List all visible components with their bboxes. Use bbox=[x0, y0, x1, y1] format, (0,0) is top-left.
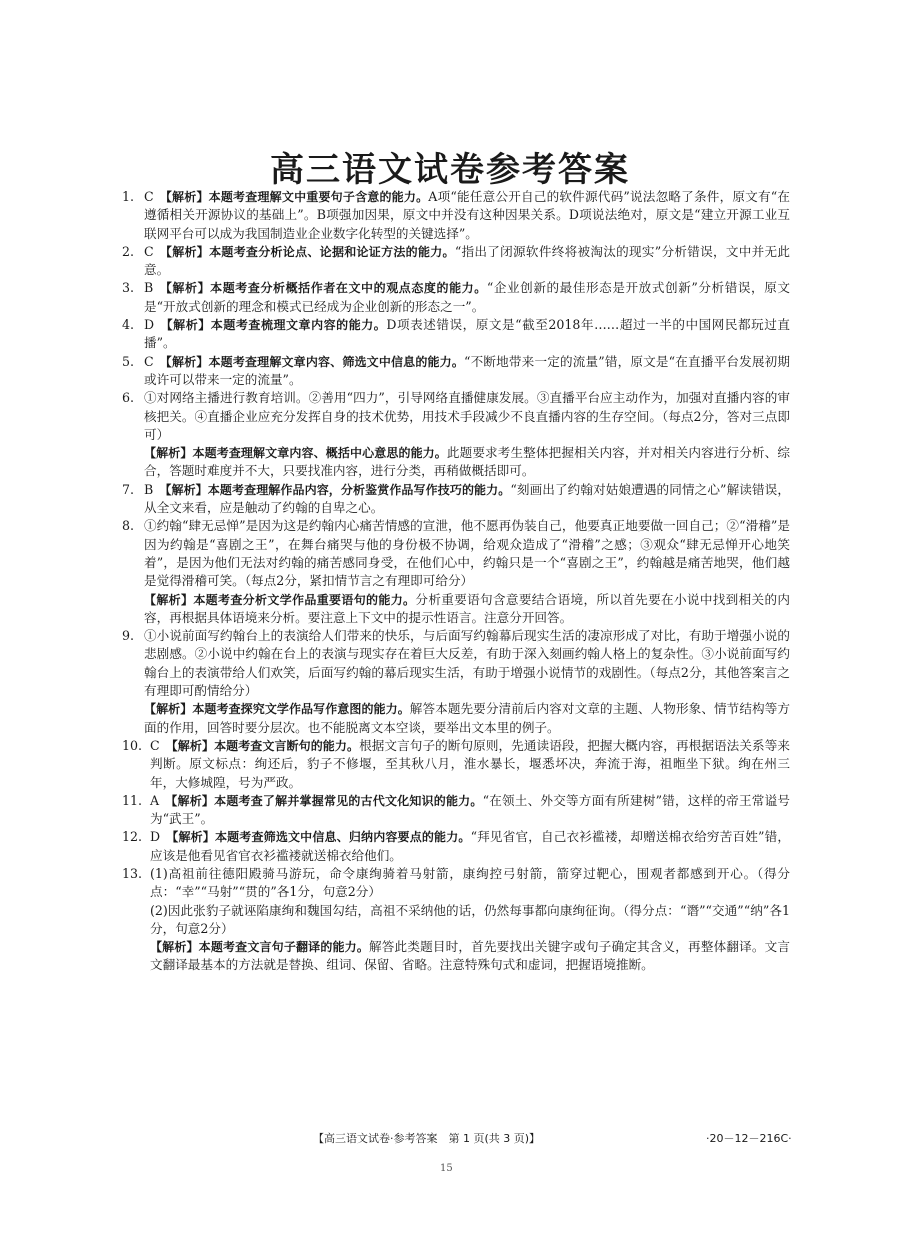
answer-body: ①小说前面写约翰台上的表演给人们带来的快乐，与后面写约翰幕后现实生活的凄凉形成了对比，有助于增强小说的悲剧感。②小说中约翰在台上的表演与现实存在着巨大反差，有助于深入刻画约翰人格上的复杂性。③小说前面写约翰台上的表演带给人们欢笑，后面写约翰的幕后现实生活，有助于增强小说情节的戏剧性。（每点2分，其他答案言之有理即可酌情给分） bbox=[144, 628, 790, 699]
answer-item-12 bbox=[122, 828, 790, 865]
analysis-tag: 【解析】 bbox=[144, 702, 193, 717]
answer-body: ①对网络主播进行教育培训。②善用“四力”，引导网络直播健康发展。③直播平台应主动作为，加强对直播内容的审核把关。④直播企业应充分发挥自身的技术优势，用技术手段减少不良直播内容的生存空间。（每点2分，答对三点即可） bbox=[144, 390, 790, 442]
analysis-text: “在领土、外交等方面有所建树”错，这样的帝王常谥号为“武王”。 bbox=[150, 792, 790, 827]
footer-exam-code: ·20－12－216C· bbox=[706, 1132, 792, 1145]
analysis-text: “企业创新的最佳形态是开放式创新”分析错误，原文是“开放式创新的理念和模式已经成为企业创新的形态之一”。 bbox=[144, 280, 790, 314]
analysis-tag: 【解析】 bbox=[159, 281, 211, 296]
answer-item-7 bbox=[122, 481, 790, 518]
analysis-text: 解答本题先要分清前后内容对文章的主题、人物形象、情节结构等方面的作用，回答时要分层次。也不能脱离文本空谈，要举出文本里的例子。 bbox=[144, 701, 790, 735]
item-number: 7. bbox=[122, 481, 135, 497]
analysis-tag: 【解析】 bbox=[160, 318, 211, 333]
analysis-text: “拜见省官，自己衣衫褴褛，却赠送棉衣给穷苦百姓”错，应该是他看见省官衣衫褴褛就送棉衣给他们。 bbox=[150, 829, 790, 863]
analysis-focus: 本题考查分析论点、论据和论证方法的能力。 bbox=[209, 244, 455, 259]
item-number: 5. bbox=[122, 353, 135, 369]
bottom-page-mark: 15 bbox=[440, 1163, 453, 1174]
analysis-focus: 本题考查文言断句的能力。 bbox=[214, 738, 360, 753]
answer-letter: C bbox=[150, 737, 160, 753]
analysis-focus: 本题考查筛选文中信息、归纳内容要点的能力。 bbox=[214, 830, 471, 845]
answer-item-5 bbox=[122, 353, 790, 390]
item-number: 2. bbox=[122, 243, 135, 259]
analysis-focus: 本题考查理解作品内容，分析鉴赏作品写作技巧的能力。 bbox=[207, 482, 511, 497]
page-title: 高三语文试卷参考答案 bbox=[270, 150, 630, 190]
answer-letter: C bbox=[144, 353, 154, 369]
answer-letter: B bbox=[144, 481, 154, 497]
analysis-text: 解答此类题目时，首先要找出关键字或句子确定其含义，再整体翻译。文言文翻译最基本的方法就是替换、组词、保留、省略。注意特殊句式和虚词，把握语境推断。 bbox=[150, 939, 790, 973]
analysis-focus: 本题考查了解并掌握常见的古代文化知识的能力。 bbox=[214, 793, 483, 808]
item-number: 11. bbox=[122, 792, 143, 808]
answer-list bbox=[122, 188, 790, 975]
item-number: 12. bbox=[122, 829, 143, 845]
answer-letter: D bbox=[150, 829, 161, 845]
analysis-focus: 本题考查理解文章内容、概括中心意思的能力。 bbox=[192, 446, 447, 461]
translation-part-2: (2)因此张豹子就诬陷康绚和魏国勾结，高祖不采纳他的话，仍然每事都向康绚征询。（得分点：“谮”“交通”“纳”各1分，句意2分） bbox=[150, 902, 790, 936]
analysis-text: “刻画出了约翰对姑娘遭遇的同情之心”解读错误，从全文来看，应是触动了约翰的自卑之心。 bbox=[144, 481, 790, 516]
translation-part-1: (1)高祖前往德阳殿骑马游玩，命令康绚骑着马射箭，康绚控弓射箭，箭穿过靶心，围观者都感到开心。（得分点：“幸”“马射”“贯的”各1分，句意2分） bbox=[150, 865, 790, 900]
answer-item-1 bbox=[122, 188, 790, 243]
answer-item-13 bbox=[122, 865, 790, 975]
answer-letter: D bbox=[144, 317, 155, 333]
analysis-text: “指出了闭源软件终将被淘汰的现实”分析错误，文中并无此意。 bbox=[144, 243, 790, 278]
analysis-tag: 【解析】 bbox=[165, 793, 215, 808]
footer-page-info: 【高三语文试卷·参考答案 第 1 页(共 3 页)】 bbox=[313, 1132, 541, 1145]
answer-item-9 bbox=[122, 627, 790, 737]
analysis-focus: 本题考查理解文章内容、筛选文中信息的能力。 bbox=[208, 354, 465, 369]
analysis-tag: 【解析】 bbox=[159, 354, 209, 369]
analysis-focus: 本题考查分析文学作品重要语句的能力。 bbox=[193, 592, 416, 607]
answer-letter: A bbox=[150, 792, 160, 808]
analysis-text: D项表述错误，原文是“截至2018年……超过一半的中国网民都玩过直播”。 bbox=[144, 317, 790, 351]
item-number: 8. bbox=[122, 518, 135, 534]
analysis-tag: 【解析】 bbox=[159, 190, 209, 204]
analysis-text: 此题要求考生整体把握相关内容，并对相关内容进行分析、综合，答题时难度并不大，只要找准内容，进行分类，再稍做概括即可。 bbox=[144, 445, 790, 479]
answer-item-6 bbox=[122, 389, 790, 480]
analysis-tag: 【解析】 bbox=[165, 738, 215, 753]
item-number: 9. bbox=[122, 628, 135, 644]
item-number: 4. bbox=[122, 317, 135, 333]
answer-letter: B bbox=[144, 280, 154, 296]
answer-item-11 bbox=[122, 792, 790, 829]
analysis-focus: 本题考查文言句子翻译的能力。 bbox=[198, 940, 370, 955]
item-number: 13. bbox=[122, 865, 143, 881]
answer-item-3 bbox=[122, 279, 790, 316]
analysis-tag: 【解析】 bbox=[144, 592, 194, 607]
answer-item-8 bbox=[122, 517, 790, 627]
analysis-text: 分析重要语句含意要结合语境，所以首先要在小说中找到相关的内容，再根据具体语境来分析。要注意上下文中的提示性语言。注意分开回答。 bbox=[144, 591, 790, 625]
analysis-focus: 本题考查理解文中重要句子含意的能力。 bbox=[208, 190, 429, 204]
analysis-text: 根据文言句子的断句原则，先通读语段，把握大概内容，再根据语法关系等来判断。原文标点：绚还后，豹子不修堰，至其秋八月，淮水暴长，堰悉坏决，奔流于海，祖暅坐下狱。绚在州三年，大修城隍，号为严政。 bbox=[150, 737, 790, 790]
analysis-focus: 本题考查探究文学作品写作意图的能力。 bbox=[192, 702, 410, 717]
analysis-focus: 本题考查梳理文章内容的能力。 bbox=[210, 318, 387, 333]
item-number: 3. bbox=[122, 280, 135, 296]
analysis-tag: 【解析】 bbox=[144, 446, 193, 461]
item-number: 10. bbox=[122, 737, 143, 753]
analysis-tag: 【解析】 bbox=[159, 482, 208, 497]
answer-item-10 bbox=[122, 737, 790, 792]
analysis-focus: 本题考查分析概括作者在文中的观点态度的能力。 bbox=[210, 281, 487, 296]
analysis-tag: 【解析】 bbox=[159, 244, 210, 259]
answer-item-4 bbox=[122, 316, 790, 353]
item-number: 6. bbox=[122, 390, 135, 406]
answer-body: ①约翰“肆无忌惮”是因为这是约翰内心痛苦情感的宣泄，他不愿再伪装自己，他要真正地要做一回自己；②“滑稽”是因为约翰是“喜剧之王”，在舞台痛哭与他的身份极不协调，给观众造成了“滑稽”之感；③观众“肆无忌惮开心地笑着”，是因为他们无法对约翰的痛苦感同身受，在他们心中，约翰只是一个“喜剧之王”，约翰越是痛苦地哭，他们越是觉得滑稽可笑。（每点2分，紧扣情节言之有理即可给分） bbox=[144, 518, 790, 589]
answer-letter: C bbox=[144, 189, 154, 204]
item-number: 1. bbox=[122, 189, 135, 204]
analysis-text: “不断地带来一定的流量”错，原文是“在直播平台发展初期或许可以带来一定的流量”。 bbox=[144, 353, 790, 387]
answer-item-2 bbox=[122, 243, 790, 280]
answer-letter: C bbox=[144, 243, 154, 259]
analysis-tag: 【解析】 bbox=[150, 940, 199, 955]
analysis-text: A项“能任意公开自己的软件源代码”说法忽略了条件，原文有“在遵循相关开源协议的基础上”。B项强加因果，原文中并没有这种因果关系。D项说法绝对，原文是“建立开源工业互联网平台可以成为我国制造业企业数字化转型的关键选择”。 bbox=[144, 189, 790, 241]
analysis-tag: 【解析】 bbox=[166, 830, 215, 845]
